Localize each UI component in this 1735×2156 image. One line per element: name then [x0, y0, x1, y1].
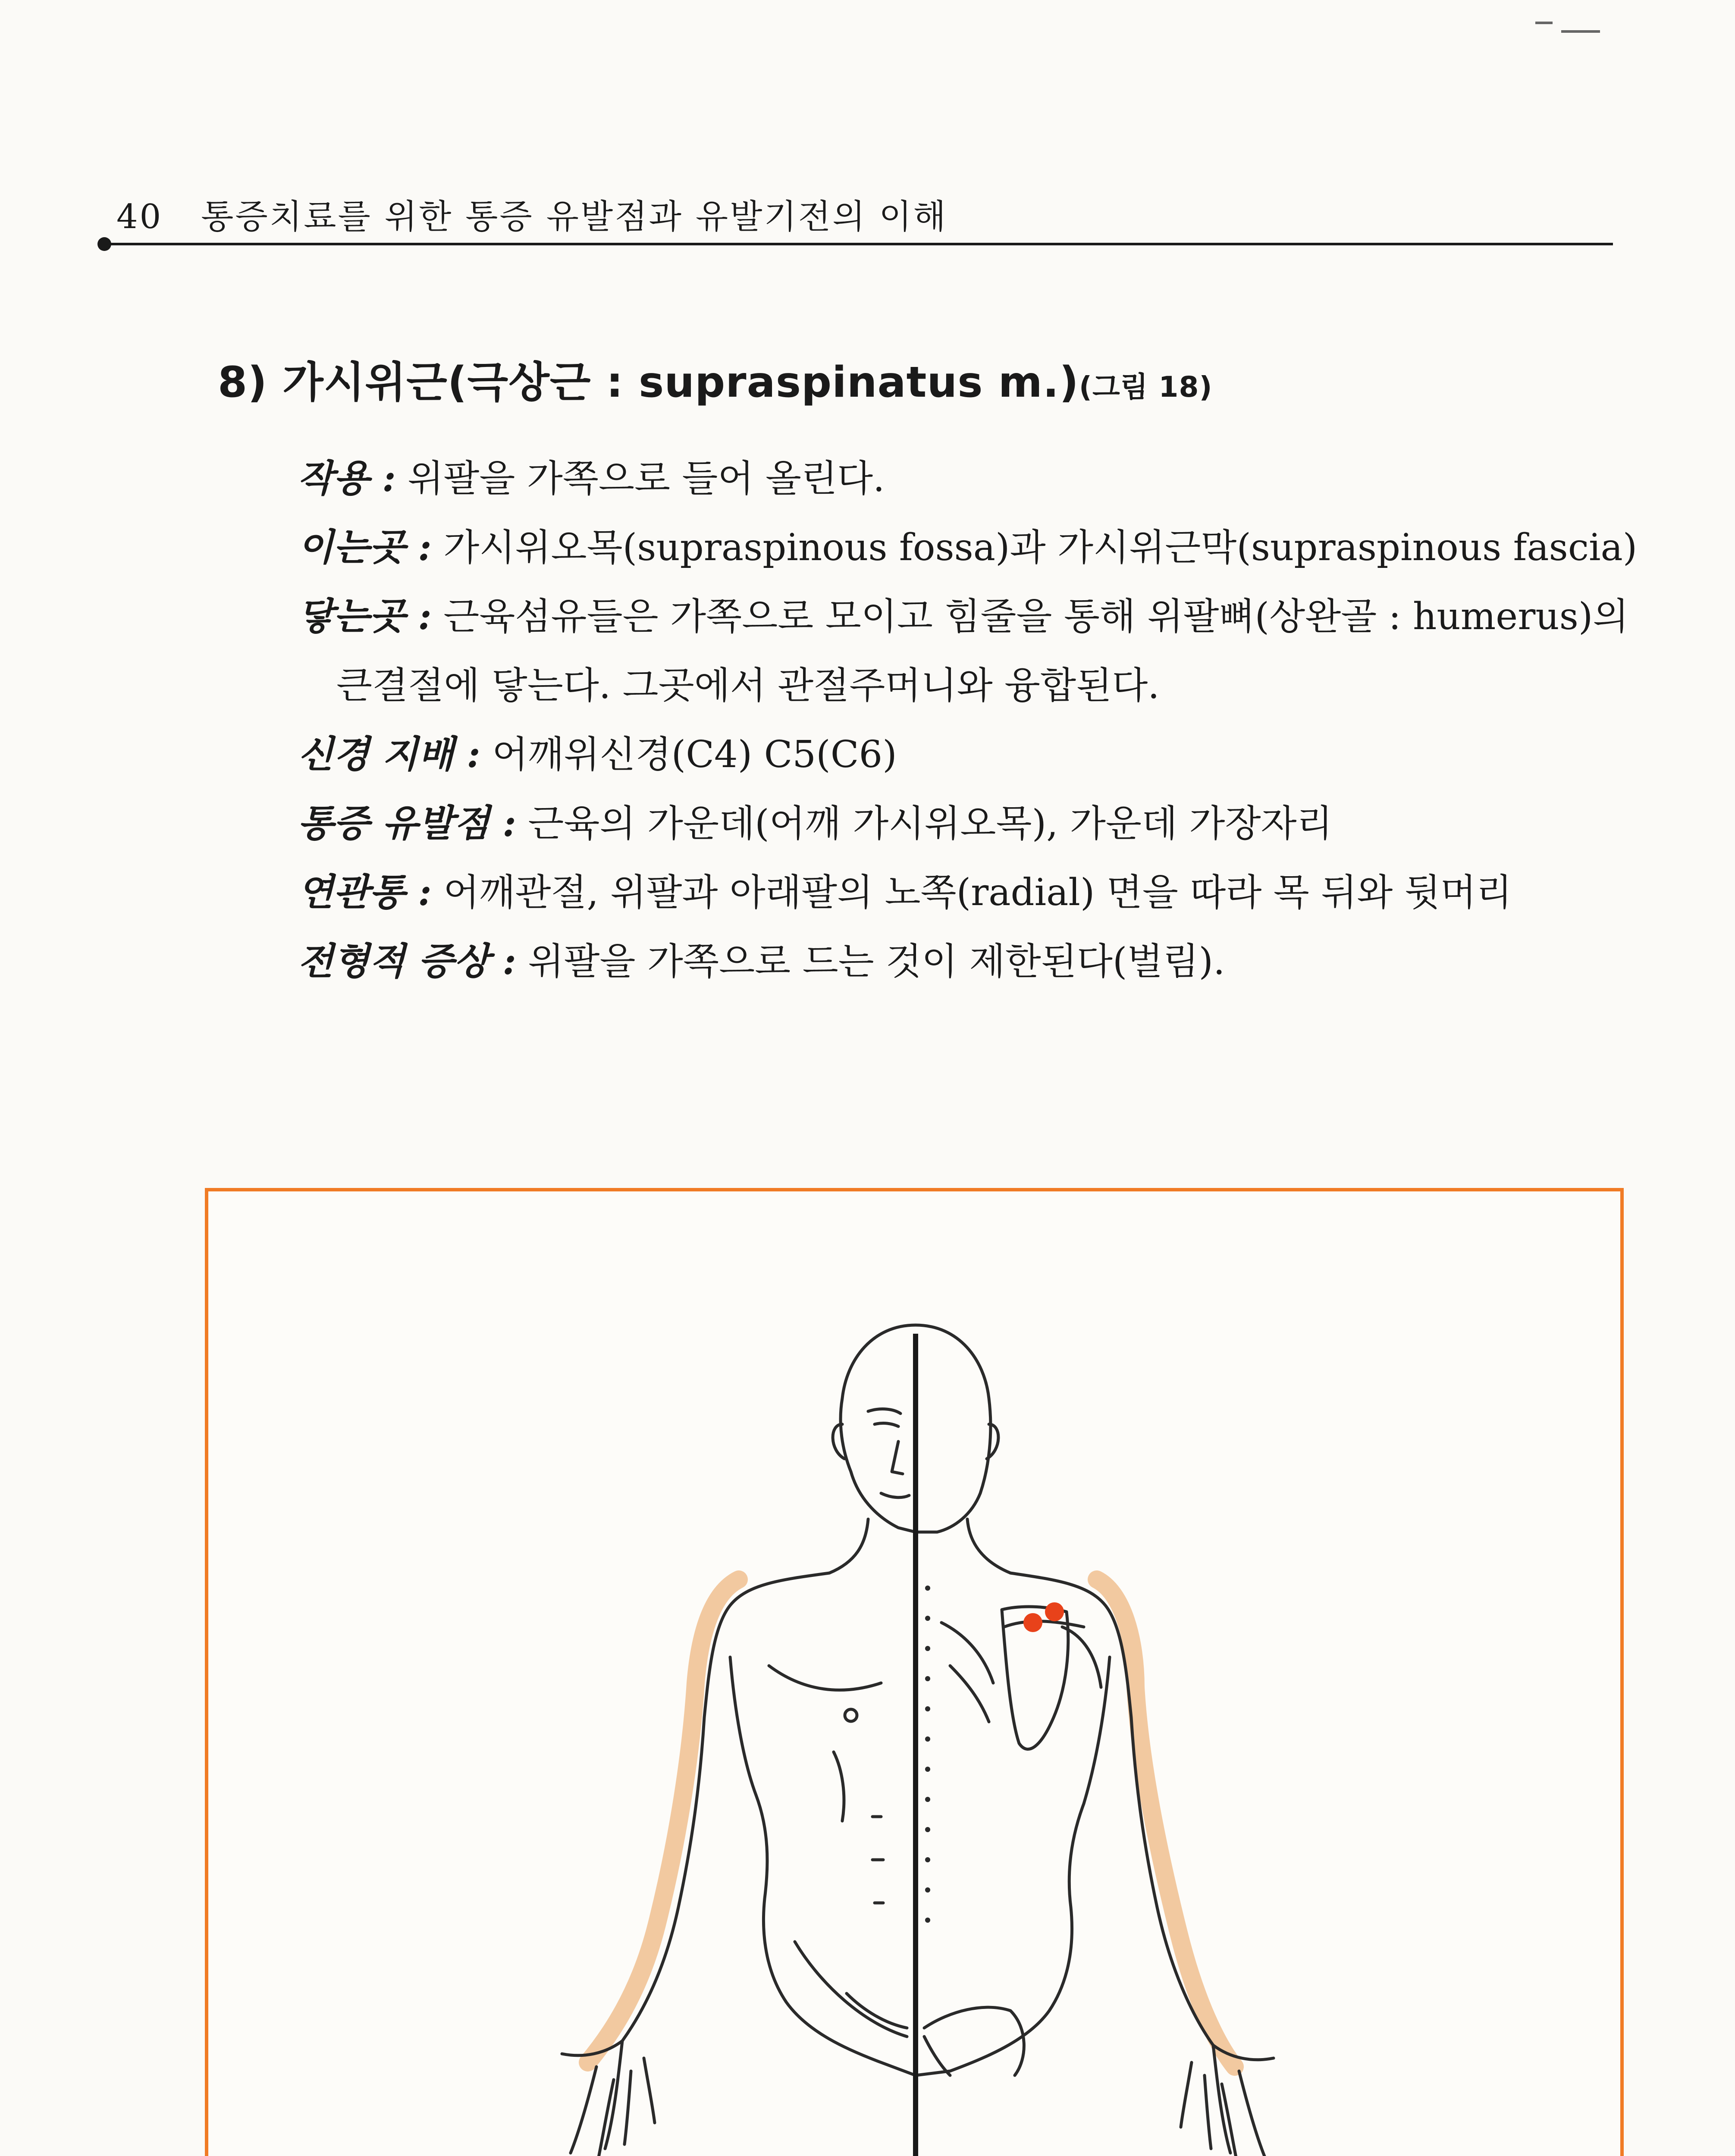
definition-label: 작용 :: [298, 457, 396, 500]
definition-origin: [298, 513, 1638, 582]
section-title-text: 8) 가시위근(극상근 : supraspinatus m.): [218, 358, 1079, 407]
definition-text: 어깨위신경(C4) C5(C6): [492, 733, 897, 776]
definition-text: 어깨관절, 위팔과 아래팔의 노쪽(radial) 면을 따라 목 뒤와 뒷머리: [443, 871, 1512, 914]
definition-list: [298, 444, 1638, 996]
section-title: [218, 348, 1213, 409]
definition-label: 닿는곳 :: [298, 595, 432, 638]
anatomy-illustration: [208, 1191, 1620, 2156]
referred-pain-right-arm: [1097, 1579, 1235, 2067]
left-hand: [562, 2041, 655, 2156]
definition-text: 위팔을 가쪽으로 드는 것이 제한된다(벌림).: [528, 940, 1225, 983]
definition-text: 근육섬유들은 가쪽으로 모이고 힘줄을 통해 위팔뼈(상완골 : humerus)의: [443, 595, 1629, 638]
figure-frame: [205, 1188, 1624, 2156]
definition-insertion-continued: [298, 651, 1635, 720]
definition-label: 전형적 증상 :: [298, 940, 517, 983]
definition-label: 연관통 :: [298, 871, 432, 914]
torso-left-outline: [622, 1573, 829, 2041]
definition-innervation: [298, 720, 1635, 789]
trigger-point-1: [1023, 1613, 1042, 1632]
trigger-point-2: [1045, 1602, 1064, 1621]
running-header: [116, 190, 948, 238]
definition-text: 근육의 가운데(어깨 가시위오목), 가운데 가장자리: [528, 802, 1333, 845]
header-rule: [104, 243, 1613, 245]
definition-trigger-point: [298, 789, 1635, 858]
definition-text: 가시위오목(supraspinous fossa)과 가시위근막(supraspinous fascia): [443, 526, 1638, 569]
head-outline: [841, 1325, 916, 1532]
page-number: 40: [116, 197, 163, 236]
definition-referred-pain: [298, 858, 1635, 927]
definition-label: 이는곳 :: [298, 526, 432, 569]
definition-action: [298, 444, 1635, 513]
definition-text: 위팔을 가쪽으로 들어 올린다.: [408, 457, 885, 500]
scan-mark: [1535, 22, 1553, 24]
definition-label: 통증 유발점 :: [298, 802, 517, 845]
running-title: 통증치료를 위한 통증 유발점과 유발기전의 이해: [201, 197, 948, 236]
definition-symptom: [298, 927, 1635, 996]
definition-label: 신경 지배 :: [298, 733, 480, 776]
referred-pain-left-arm: [588, 1579, 739, 2062]
head-outline-back: [916, 1325, 991, 1532]
figure-reference: (그림 18): [1079, 370, 1213, 404]
definition-insertion: [298, 582, 1635, 651]
scan-mark: [1561, 30, 1600, 33]
definition-text: 큰결절에 닿는다. 그곳에서 관절주머니와 융합된다.: [336, 664, 1160, 707]
